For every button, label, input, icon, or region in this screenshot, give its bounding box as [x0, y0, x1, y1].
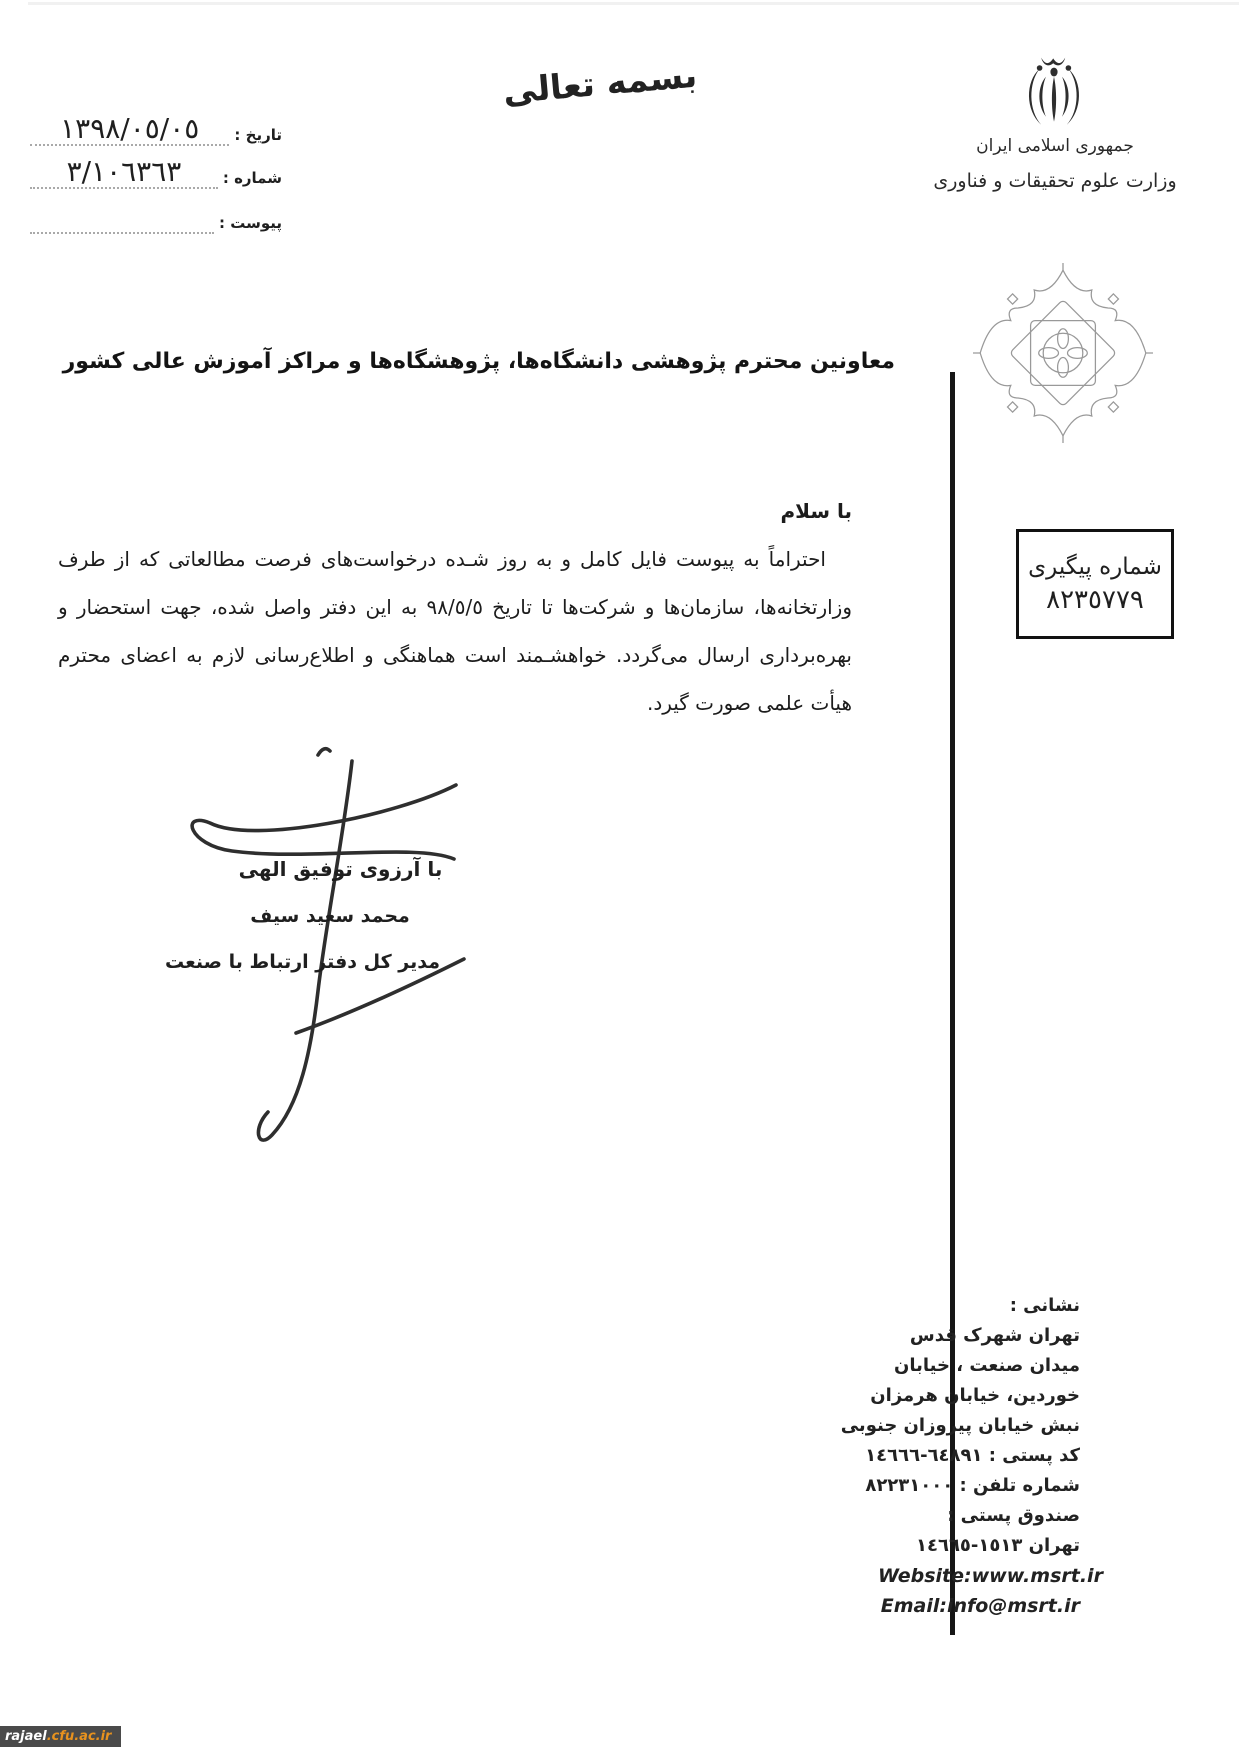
attachment-line [30, 212, 214, 234]
salutation: با سلام [780, 499, 852, 523]
recipient-heading: معاونین محترم پژوهشی دانشگاه‌ها، پژوهشگاه‌ها و مراکز آموزش عالی کشور [62, 349, 895, 374]
address-line: خوردین، خیابان هرمزان [870, 1385, 1080, 1406]
address-block [840, 1291, 1103, 1621]
signature-scribble [165, 733, 488, 1163]
attachment-field [30, 212, 282, 234]
scan-edge-line [28, 2, 1239, 5]
letter-body-block [58, 487, 852, 727]
date-field [30, 114, 282, 146]
bismillah-calligraphy: بسمه تعالی [501, 55, 699, 113]
letter-body: احتراماً به پیوست فایل کامل و به روز شـده درخواست‌های فرصت مطالعاتی که از طرف وزارتخانه‌ها، سازمان‌ها و شرکت‌ها تا تاریخ ٩٨/٥/٥ به این دفتر واصل شده، جهت استحضار و بهره‌برداری ارسال می‌گردد. خواهشـمند است هماهنگی و اطلاع‌رسانی لازم به اعضای محترم هیأت علمی صورت گیرد. [58, 547, 852, 715]
address-line: نبش خیابان پیروزان جنوبی [840, 1415, 1080, 1436]
number-field [30, 157, 282, 189]
iran-emblem-icon [1006, 50, 1102, 142]
address-line: کد پستی : ٦٤٨٩١-١٤٦٦٦ [865, 1445, 1080, 1466]
signer-name: محمد سعید سیف [250, 905, 410, 927]
closing-phrase: با آرزوی توفیق الهی [238, 857, 443, 881]
address-label: نشانی : [1009, 1295, 1080, 1316]
address-line: تهران شهرک قدس [909, 1325, 1080, 1346]
address-line: شماره تلفن : ٨٢٢٣١٠٠٠ [865, 1475, 1080, 1496]
address-line: میدان صنعت ، خیابان [894, 1355, 1080, 1376]
email-line: Email:info@msrt.ir [880, 1595, 1080, 1617]
number-line [30, 157, 218, 189]
attachment-label: پیوست : [218, 214, 282, 232]
republic-title: جمهوری اسلامی ایران [976, 136, 1134, 156]
tracking-number: ٨٢٣٥٧٧٩ [1046, 584, 1144, 615]
watermark-prefix: rajael [5, 1729, 47, 1744]
ministry-title: وزارت علوم تحقیقات و فناوری [933, 170, 1177, 192]
address-line: تهران ١٥١٣-١٤٦٦٥ [915, 1535, 1080, 1556]
number-label: شماره : [222, 169, 282, 187]
website-line: Website:www.msrt.ir [878, 1565, 1103, 1587]
tracking-box [1016, 529, 1174, 639]
ornament-icon [973, 258, 1153, 448]
address-line: صندوق پستی : [947, 1505, 1080, 1526]
date-label: تاریخ : [234, 126, 282, 144]
number-value: ٣/١٠٦٣٦٣ [66, 155, 182, 188]
date-line [30, 114, 229, 146]
tracking-label: شماره پیگیری [1028, 553, 1162, 580]
watermark [0, 1726, 121, 1747]
watermark-suffix: .cfu.ac.ir [46, 1729, 112, 1744]
signer-title: مدیر کل دفتر ارتباط با صنعت [165, 951, 440, 973]
date-value: ١٣٩٨/٠٥/٠٥ [60, 112, 200, 145]
